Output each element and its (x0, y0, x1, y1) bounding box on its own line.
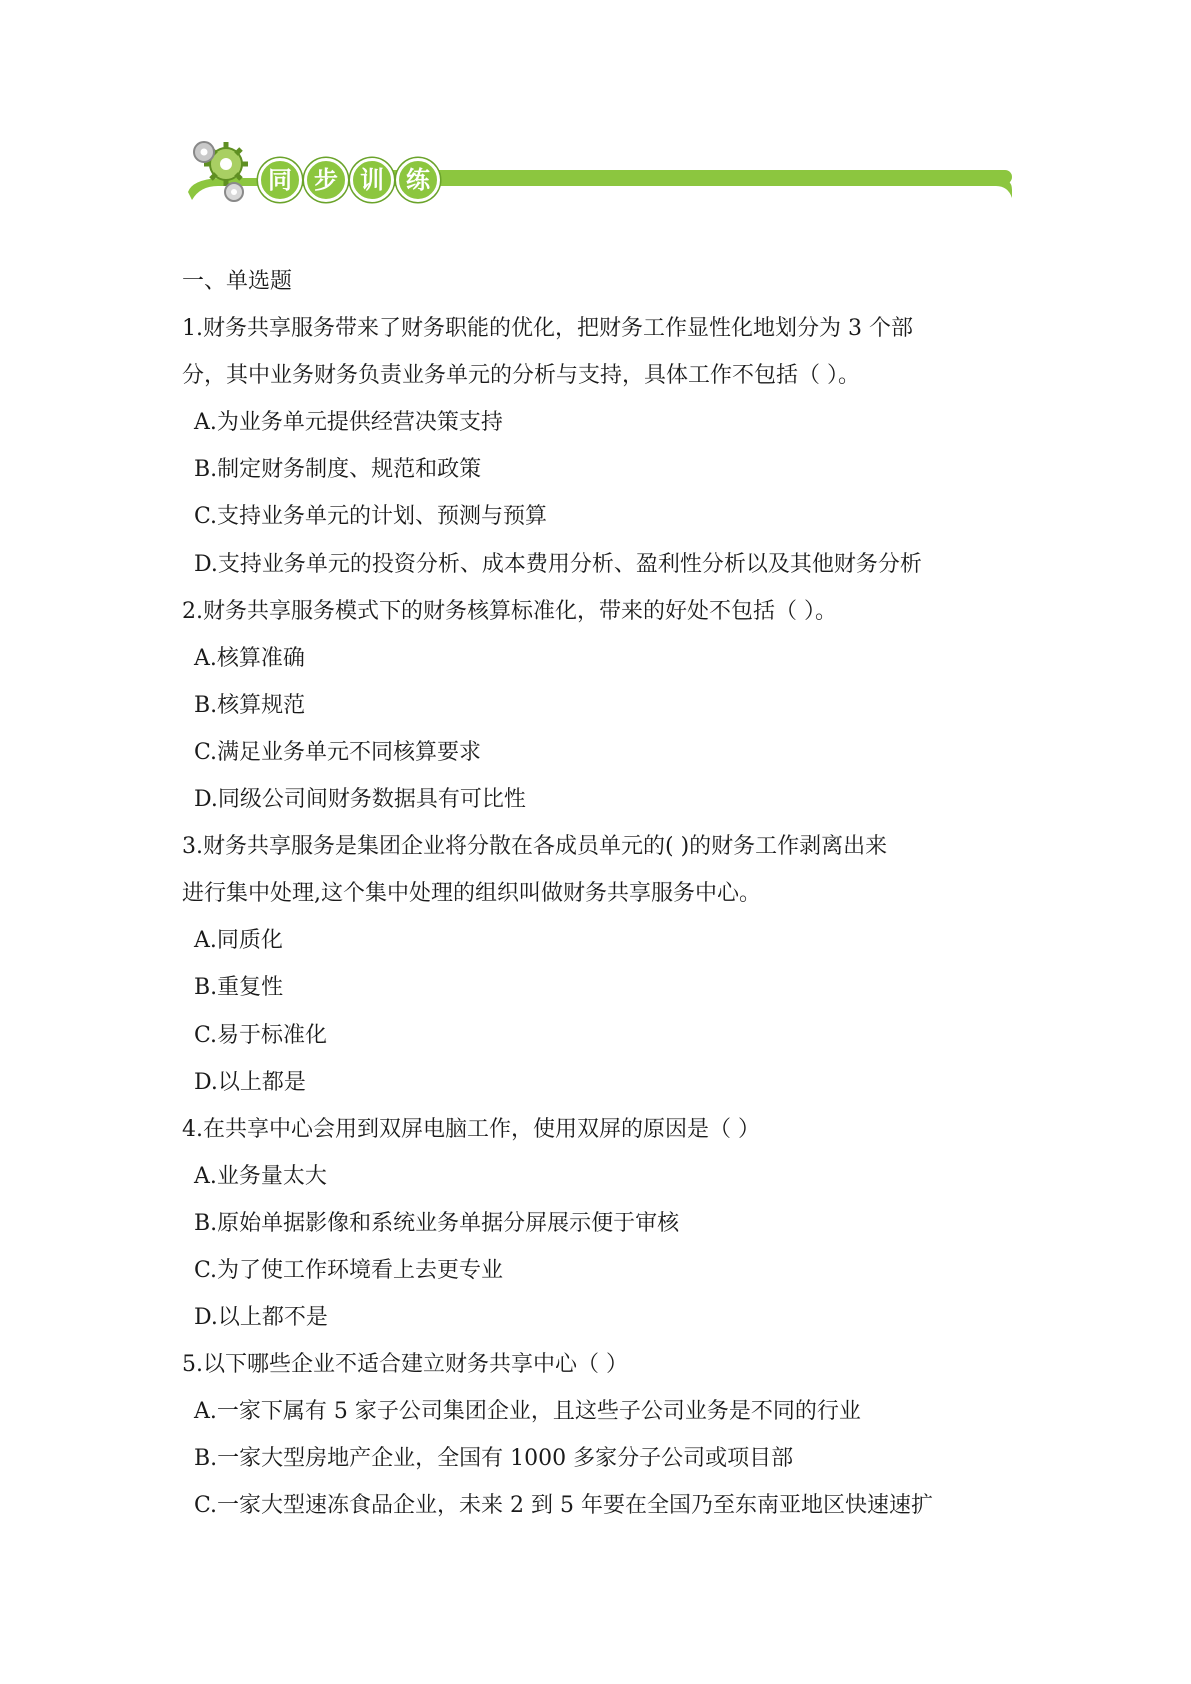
option-d: D.以上都是 (194, 1069, 306, 1095)
exercise-body (182, 258, 1012, 1530)
option-d: D.同级公司间财务数据具有可比性 (194, 787, 526, 813)
option-c: C.易于标准化 (194, 1022, 328, 1048)
option-a: A.为业务单元提供经营决策支持 (194, 410, 503, 436)
question-1 (182, 305, 1012, 588)
question-2 (182, 588, 1012, 823)
option-a: A.业务量太大 (194, 1163, 327, 1189)
question-text: 分，其中业务财务负责业务单元的分析与支持，具体工作不包括（ ）。 (182, 363, 860, 389)
question-4 (182, 1106, 1012, 1341)
option-c: C.满足业务单元不同核算要求 (194, 739, 482, 765)
question-5 (182, 1341, 1012, 1529)
banner-title-char: 步 (304, 158, 348, 202)
banner-title (258, 158, 440, 204)
question-text: 1.财务共享服务带来了财务职能的优化，把财务工作显性化地划分为 3 个部 (182, 316, 913, 342)
question-3 (182, 823, 1012, 1106)
section-heading: 一、单选题 (182, 269, 293, 294)
option-b: B.原始单据影像和系统业务单据分屏展示便于审核 (194, 1210, 680, 1236)
option-c: C.为了使工作环境看上去更专业 (194, 1257, 504, 1283)
option-c: C.一家大型速冻食品企业，未来 2 到 5 年要在全国乃至东南亚地区快速速扩 (194, 1493, 934, 1519)
option-d: D.以上都不是 (194, 1305, 328, 1331)
question-text: 3.财务共享服务是集团企业将分散在各成员单元的( )的财务工作剥离出来 (182, 834, 888, 860)
option-b: B.核算规范 (194, 692, 306, 718)
question-text: 进行集中处理,这个集中处理的组织叫做财务共享服务中心。 (182, 881, 761, 907)
option-b: B.一家大型房地产企业，全国有 1000 多家分子公司或项目部 (194, 1446, 794, 1472)
option-d: D.支持业务单元的投资分析、成本费用分析、盈利性分析以及其他财务分析 (194, 551, 922, 577)
banner-title-char: 同 (258, 158, 302, 202)
banner-title-char: 训 (350, 158, 394, 202)
option-b: B.重复性 (194, 975, 284, 1001)
banner-title-char: 练 (396, 158, 440, 202)
option-c: C.支持业务单元的计划、预测与预算 (194, 504, 548, 530)
option-a: A.同质化 (194, 928, 283, 954)
question-text: 4.在共享中心会用到双屏电脑工作，使用双屏的原因是（ ） (182, 1116, 760, 1142)
option-a: A.一家下属有 5 家子公司集团企业，且这些子公司业务是不同的行业 (194, 1399, 861, 1425)
question-text: 5.以下哪些企业不适合建立财务共享中心（ ） (182, 1352, 628, 1378)
option-a: A.核算准确 (194, 645, 305, 671)
option-b: B.制定财务制度、规范和政策 (194, 457, 482, 483)
question-text: 2.财务共享服务模式下的财务核算标准化，带来的好处不包括（ ）。 (182, 598, 837, 624)
